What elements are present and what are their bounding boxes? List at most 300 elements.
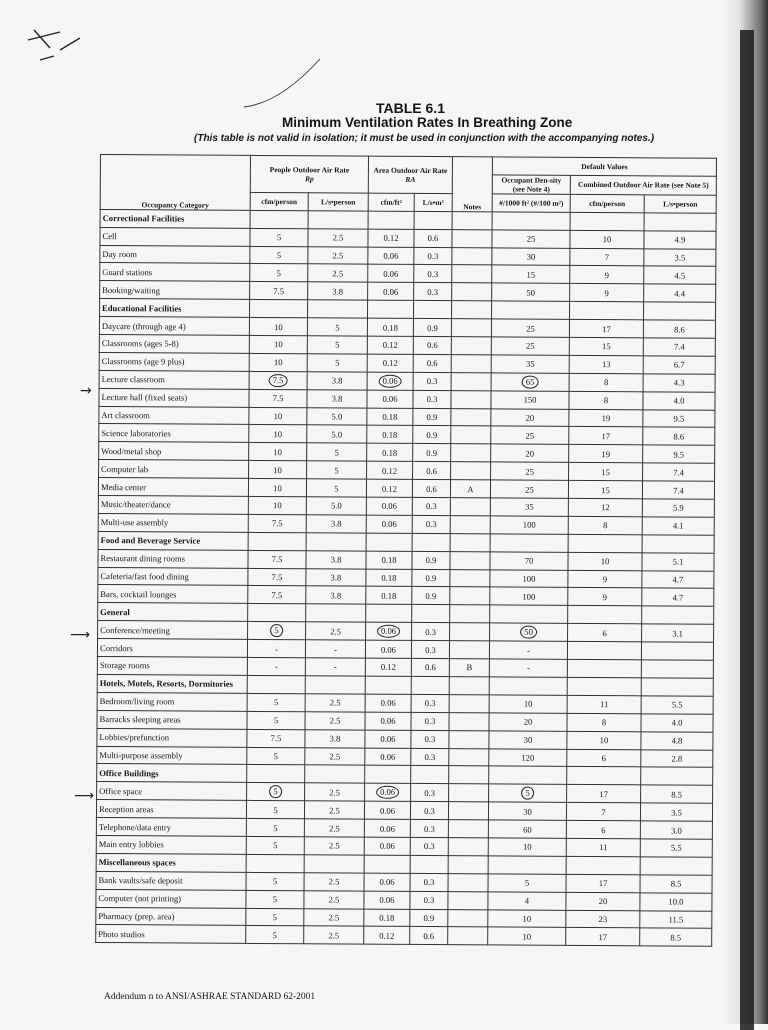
empty-cell [306, 533, 366, 551]
ls-m2-cell: 0.6 [414, 229, 452, 247]
ls-m2-cell: 0.3 [411, 641, 449, 659]
ls-person-cell: 5.0 [307, 407, 367, 425]
cfm-ft2-cell: 0.18 [367, 426, 413, 444]
cfm-ft2-cell: 0.06 [364, 819, 410, 837]
empty-cell [642, 535, 714, 553]
unit-cfm-person-default: cfm/person [570, 194, 644, 212]
cfm-default-cell: 19 [569, 409, 643, 427]
empty-cell [567, 767, 641, 785]
cfm-ft2-cell: 0.06 [365, 694, 411, 712]
density-cell: 20 [491, 408, 569, 426]
section-title: Miscellaneous spaces [96, 853, 246, 872]
empty-cell [247, 675, 305, 693]
empty-cell [570, 302, 644, 320]
ls-m2-cell: 0.3 [411, 748, 449, 766]
occupancy-category-cell: Pharmacy (prep. area) [96, 907, 246, 926]
note-cell [449, 784, 489, 802]
note-cell [451, 408, 491, 426]
cfm-default-cell: 8 [567, 713, 641, 731]
note-cell [451, 319, 491, 337]
cfm-default-cell: 15 [569, 463, 643, 481]
density-cell: 30 [492, 247, 570, 265]
ls-default-cell: 7.4 [643, 338, 715, 356]
empty-cell [448, 855, 488, 873]
occupancy-category-cell: Office space [97, 782, 247, 801]
ls-person-cell: 2.5 [304, 908, 364, 926]
circled-value: 0.06 [379, 374, 402, 387]
note-cell [451, 390, 491, 408]
ls-m2-cell: 0.3 [414, 247, 452, 265]
section-title: Food and Beverage Service [98, 531, 248, 550]
occupancy-category-cell: Cell [100, 227, 250, 246]
ls-default-cell: 4.0 [643, 392, 715, 410]
cfm-ft2-cell: 0.12 [365, 658, 411, 676]
occupancy-category-cell: Bank vaults/safe deposit [96, 871, 246, 890]
cfm-person-cell: 5 [247, 711, 305, 729]
empty-cell [642, 606, 714, 624]
col-occupant-density: Occupant Den-sity (see Note 4) [492, 175, 570, 194]
cfm-person-cell: 7.5 [248, 514, 306, 532]
note-cell [449, 712, 489, 730]
cfm-person-cell: 5 [246, 926, 304, 944]
section-title: Hotels, Motels, Resorts, Dormitories [97, 674, 247, 693]
empty-cell [248, 604, 306, 622]
cfm-person-cell: 10 [248, 496, 306, 514]
cfm-ft2-cell: 0.12 [368, 229, 414, 247]
empty-cell [449, 766, 489, 784]
cfm-ft2-cell: 0.12 [367, 354, 413, 372]
handwritten-arrow: ⟶ [70, 627, 91, 643]
ls-default-cell: 4.7 [642, 570, 714, 588]
empty-cell [305, 765, 365, 783]
occupancy-category-cell: Main entry lobbies [96, 835, 246, 854]
density-cell: 25 [491, 426, 569, 444]
empty-cell [246, 854, 304, 872]
density-cell: 120 [489, 748, 567, 766]
ls-m2-cell: 0.9 [410, 909, 448, 927]
density-cell: 5 [488, 874, 566, 892]
ls-person-cell: 3.8 [306, 586, 366, 604]
occupancy-category-cell: Booking/waiting [100, 281, 250, 300]
ls-m2-cell: 0.9 [412, 551, 450, 569]
ls-person-cell: - [305, 658, 365, 676]
density-cell: 20 [491, 444, 569, 462]
ls-default-cell: 3.5 [644, 248, 716, 266]
ls-m2-cell: 0.3 [411, 712, 449, 730]
empty-cell [411, 676, 449, 694]
occupancy-category-cell: Music/theater/dance [98, 496, 248, 515]
ls-person-cell: 2.5 [304, 801, 364, 819]
empty-cell [304, 855, 364, 873]
empty-cell [644, 302, 716, 320]
cfm-person-cell: 5 [246, 801, 304, 819]
cfm-ft2-cell: 0.12 [367, 461, 413, 479]
density-cell: 100 [490, 569, 568, 587]
ls-default-cell: 5.9 [642, 499, 714, 517]
circled-value: 7.5 [269, 374, 288, 387]
col-area-rate: Area Outdoor Air Rate RA [368, 156, 452, 193]
ls-person-cell: 3.8 [306, 550, 366, 568]
cfm-ft2-cell: 0.06 [367, 390, 413, 408]
ls-person-cell: 2.5 [305, 783, 365, 801]
empty-cell [414, 301, 452, 319]
note-cell [451, 355, 491, 373]
note-cell [451, 337, 491, 355]
cfm-ft2-cell: 0.18 [367, 318, 413, 336]
ls-default-cell: 5.5 [640, 839, 712, 857]
section-title: Office Buildings [97, 764, 247, 783]
cfm-ft2-cell: 0.18 [364, 909, 410, 927]
circled-value: 5 [270, 624, 282, 637]
empty-cell [365, 766, 411, 784]
occupancy-category-cell: Telephone/data entry [96, 818, 246, 837]
ls-person-cell: 2.5 [308, 246, 368, 264]
empty-cell [644, 213, 716, 231]
occupancy-category-cell: Day room [100, 245, 250, 264]
cfm-person-cell: 5 [250, 264, 308, 282]
density-cell: 25 [492, 230, 570, 248]
empty-cell [452, 211, 492, 229]
ls-default-cell: 4.3 [643, 374, 715, 392]
ls-m2-cell: 0.6 [410, 927, 448, 945]
cfm-person-cell: 10 [249, 353, 307, 371]
density-cell: 150 [491, 391, 569, 409]
unit-ls-person-default: L/s•person [644, 195, 716, 213]
cfm-person-cell: 7.5 [248, 586, 306, 604]
ls-default-cell: 8.6 [643, 427, 715, 445]
cfm-default-cell: 15 [569, 337, 643, 355]
note-cell [451, 444, 491, 462]
section-title: General [98, 603, 248, 622]
cfm-ft2-cell: 0.06 [366, 515, 412, 533]
unit-cfm-ft2: cfm/ft² [368, 193, 414, 211]
empty-cell [414, 211, 452, 229]
ls-default-cell: 8.5 [640, 928, 712, 946]
ls-m2-cell: 0.3 [410, 819, 448, 837]
ls-default-cell: 3.1 [642, 624, 714, 642]
empty-cell [306, 604, 366, 622]
section-title: Educational Facilities [100, 299, 250, 318]
ls-default-cell: 4.9 [644, 230, 716, 248]
density-cell: 30 [489, 730, 567, 748]
density-cell: 35 [491, 355, 569, 373]
note-cell [452, 247, 492, 265]
note-cell [449, 641, 489, 659]
occupancy-category-cell: Media center [98, 478, 248, 497]
ls-default-cell: 4.1 [642, 517, 714, 535]
ls-person-cell: 2.5 [305, 694, 365, 712]
ls-person-cell: 5.0 [307, 425, 367, 443]
ls-m2-cell: 0.3 [411, 694, 449, 712]
table-body [96, 209, 717, 946]
col-combined-rate: Combined Outdoor Air Rate (see Note 5) [570, 175, 716, 195]
occupancy-category-cell: Guard stations [100, 263, 250, 282]
ls-m2-cell: 0.3 [410, 873, 448, 891]
circled-value: 5 [521, 787, 533, 800]
cfm-ft2-cell: 0.06 [365, 730, 411, 748]
ls-person-cell: 3.8 [308, 282, 368, 300]
density-cell: 25 [491, 462, 569, 480]
cfm-ft2-cell: 0.06 [368, 265, 414, 283]
cfm-person-cell: 5 [246, 890, 304, 908]
ls-m2-cell: 0.3 [411, 784, 449, 802]
density-cell: 10 [488, 927, 566, 945]
occupancy-category-cell: Classrooms (age 9 plus) [99, 352, 249, 371]
occupancy-category-cell: Computer (not printing) [96, 889, 246, 908]
density-cell [491, 373, 569, 391]
ls-person-cell: 2.5 [308, 264, 368, 282]
note-cell [448, 927, 488, 945]
cfm-default-cell: 6 [567, 749, 641, 767]
empty-cell [489, 677, 567, 695]
cfm-person-cell: 7.5 [250, 282, 308, 300]
ls-person-cell: 2.5 [308, 228, 368, 246]
density-cell: 25 [491, 319, 569, 337]
density-cell: 25 [490, 480, 568, 498]
empty-cell [568, 534, 642, 552]
cfm-person-cell: 7.5 [249, 389, 307, 407]
circled-value: 50 [520, 626, 537, 639]
note-cell [450, 569, 490, 587]
cfm-person-cell: 5 [250, 228, 308, 246]
ls-default-cell: 4.7 [642, 588, 714, 606]
cfm-person-cell: 10 [248, 479, 306, 497]
ls-m2-cell: 0.3 [410, 802, 448, 820]
ls-default-cell: 3.0 [640, 821, 712, 839]
cfm-ft2-cell: 0.12 [367, 336, 413, 354]
ls-m2-cell: 0.6 [413, 336, 451, 354]
ls-person-cell: 2.5 [306, 622, 366, 640]
density-cell: - [489, 641, 567, 659]
cfm-default-cell: 10 [570, 230, 644, 248]
density-cell: 35 [490, 498, 568, 516]
note-cell [451, 426, 491, 444]
cfm-ft2-cell: 0.06 [364, 891, 410, 909]
occupancy-category-cell: Reception areas [96, 800, 246, 819]
cfm-default-cell: 7 [566, 803, 640, 821]
col-occupancy-category: Occupancy Category [100, 155, 250, 211]
ls-m2-cell: 0.6 [413, 462, 451, 480]
ls-m2-cell: 0.3 [410, 837, 448, 855]
occupancy-category-cell: Daycare (through age 4) [99, 317, 249, 336]
ls-person-cell: 2.5 [305, 747, 365, 765]
note-cell [450, 516, 490, 534]
empty-cell [305, 676, 365, 694]
cfm-ft2-cell: 0.06 [368, 247, 414, 265]
unit-cfm-person: cfm/person [250, 192, 308, 210]
handwritten-arrow: → [80, 383, 92, 399]
empty-cell [365, 676, 411, 694]
col-default-values: Default Values [492, 157, 716, 176]
handwritten-arrow: ⟶ [74, 788, 95, 804]
density-cell: 50 [492, 283, 570, 301]
ls-m2-cell: 0.3 [410, 891, 448, 909]
occupancy-category-cell: Multi-purpose assembly [97, 746, 247, 765]
cfm-default-cell: 10 [568, 552, 642, 570]
note-cell [450, 587, 490, 605]
ls-default-cell: 3.5 [640, 803, 712, 821]
circled-value: 5 [269, 785, 281, 798]
occupancy-category-cell: Wood/metal shop [99, 442, 249, 461]
density-cell [489, 784, 567, 802]
cfm-person-cell: 10 [249, 318, 307, 336]
empty-cell [489, 766, 567, 784]
ls-default-cell: 8.5 [640, 875, 712, 893]
ls-person-cell: 5.0 [306, 497, 366, 515]
ls-default-cell [641, 642, 713, 660]
col-people-rate: People Outdoor Air Rate Rp [250, 155, 368, 193]
note-cell [448, 909, 488, 927]
cfm-person-cell [249, 371, 307, 389]
cfm-person-cell: 10 [249, 407, 307, 425]
pen-stroke [240, 55, 330, 115]
occupancy-category-cell: Corridors [97, 639, 247, 658]
cfm-ft2-cell: 0.06 [365, 640, 411, 658]
empty-cell [412, 533, 450, 551]
cfm-default-cell: 17 [569, 427, 643, 445]
cfm-ft2-cell: 0.06 [365, 712, 411, 730]
ls-default-cell: 7.4 [642, 481, 714, 499]
density-cell: 30 [488, 802, 566, 820]
empty-cell [308, 300, 368, 318]
note-cell [448, 891, 488, 909]
note-cell [450, 551, 490, 569]
empty-cell [566, 856, 640, 874]
ls-m2-cell: 0.3 [412, 497, 450, 515]
cfm-person-cell: 10 [249, 425, 307, 443]
ls-default-cell: 4.5 [644, 266, 716, 284]
density-cell: 15 [492, 265, 570, 283]
table-number: TABLE 6.1 [376, 100, 445, 116]
density-cell: - [489, 659, 567, 677]
cfm-ft2-cell: 0.18 [367, 443, 413, 461]
density-cell: 10 [488, 909, 566, 927]
ls-m2-cell: 0.3 [414, 265, 452, 283]
empty-cell [410, 855, 448, 873]
ls-default-cell: 8.5 [641, 785, 713, 803]
note-cell [448, 820, 488, 838]
cfm-default-cell: 9 [568, 588, 642, 606]
density-cell: 10 [489, 695, 567, 713]
occupancy-category-cell: Science laboratories [99, 424, 249, 443]
cfm-ft2-cell: 0.18 [366, 551, 412, 569]
col-notes: Notes [452, 157, 492, 212]
cfm-default-cell: 20 [566, 892, 640, 910]
ls-person-cell: 3.8 [306, 568, 366, 586]
cfm-ft2-cell [365, 783, 411, 801]
ls-person-cell: 3.8 [305, 729, 365, 747]
ls-person-cell: 2.5 [305, 711, 365, 729]
ls-default-cell: 9.5 [643, 409, 715, 427]
cfm-person-cell: 7.5 [248, 568, 306, 586]
ls-default-cell: 4.0 [641, 714, 713, 732]
ls-m2-cell: 0.6 [413, 354, 451, 372]
cfm-default-cell: 11 [567, 695, 641, 713]
note-cell [452, 265, 492, 283]
ls-m2-cell: 0.3 [412, 623, 450, 641]
ls-person-cell: 3.8 [307, 389, 367, 407]
note-cell [450, 623, 490, 641]
ls-m2-cell: 0.6 [411, 658, 449, 676]
cfm-ft2-cell: 0.12 [364, 927, 410, 945]
ls-person-cell: 3.8 [307, 372, 367, 390]
occupancy-category-cell: Bedroom/living room [97, 692, 247, 711]
ls-person-cell: 3.8 [306, 515, 366, 533]
ls-m2-cell: 0.3 [412, 515, 450, 533]
circled-value: 65 [522, 375, 539, 388]
ls-default-cell: 5.1 [642, 553, 714, 571]
note-cell [448, 802, 488, 820]
cfm-person-cell: 7.5 [247, 729, 305, 747]
empty-cell [450, 533, 490, 551]
cfm-person-cell: 10 [249, 335, 307, 353]
density-cell: 70 [490, 552, 568, 570]
occupancy-category-cell: Lecture classroom [99, 370, 249, 389]
empty-cell [411, 766, 449, 784]
empty-cell [368, 211, 414, 229]
occupancy-category-cell: Conference/meeting [98, 621, 248, 640]
occupancy-category-cell: Barracks sleeping areas [97, 710, 247, 729]
note-cell [448, 873, 488, 891]
cfm-ft2-cell: 0.06 [366, 497, 412, 515]
ls-person-cell: 2.5 [304, 837, 364, 855]
cfm-ft2-cell: 0.18 [366, 587, 412, 605]
ls-default-cell: 11.5 [640, 910, 712, 928]
density-cell: 4 [488, 892, 566, 910]
density-cell: 20 [489, 713, 567, 731]
empty-cell [641, 678, 713, 696]
ls-default-cell: 4.8 [641, 731, 713, 749]
density-cell: 100 [490, 587, 568, 605]
cfm-person-cell: 5 [246, 818, 304, 836]
page-footer: Addendum n to ANSI/ASHRAE STANDARD 62-2001 [104, 992, 316, 1002]
empty-cell [247, 765, 305, 783]
empty-cell [490, 534, 568, 552]
note-cell [450, 498, 490, 516]
ls-m2-cell: 0.9 [413, 426, 451, 444]
empty-cell [567, 677, 641, 695]
circled-value: 0.06 [377, 625, 400, 638]
ls-default-cell: 6.7 [643, 356, 715, 374]
cfm-default-cell [567, 659, 641, 677]
cfm-default-cell: 6 [568, 624, 642, 642]
cfm-default-cell: 15 [568, 481, 642, 499]
empty-cell [452, 301, 492, 319]
ls-m2-cell: 0.3 [411, 730, 449, 748]
ls-person-cell: - [305, 640, 365, 658]
empty-cell [492, 301, 570, 319]
empty-cell [568, 606, 642, 624]
cfm-ft2-cell [367, 372, 413, 390]
cfm-ft2-cell: 0.06 [364, 801, 410, 819]
cfm-default-cell: 8 [569, 391, 643, 409]
ls-default-cell [641, 660, 713, 678]
cfm-default-cell: 23 [566, 910, 640, 928]
cfm-default-cell: 17 [567, 785, 641, 803]
cfm-default-cell: 17 [569, 319, 643, 337]
section-title: Correctional Facilities [100, 209, 250, 228]
cfm-default-cell: 8 [569, 373, 643, 391]
empty-cell [412, 605, 450, 623]
ls-person-cell: 2.5 [304, 890, 364, 908]
ls-default-cell: 5.5 [641, 696, 713, 714]
ls-m2-cell: 0.3 [414, 283, 452, 301]
cfm-person-cell: 5 [247, 693, 305, 711]
cfm-ft2-cell [366, 622, 412, 640]
cfm-person-cell: 5 [250, 246, 308, 264]
empty-cell [250, 300, 308, 318]
ls-default-cell: 10.0 [640, 892, 712, 910]
